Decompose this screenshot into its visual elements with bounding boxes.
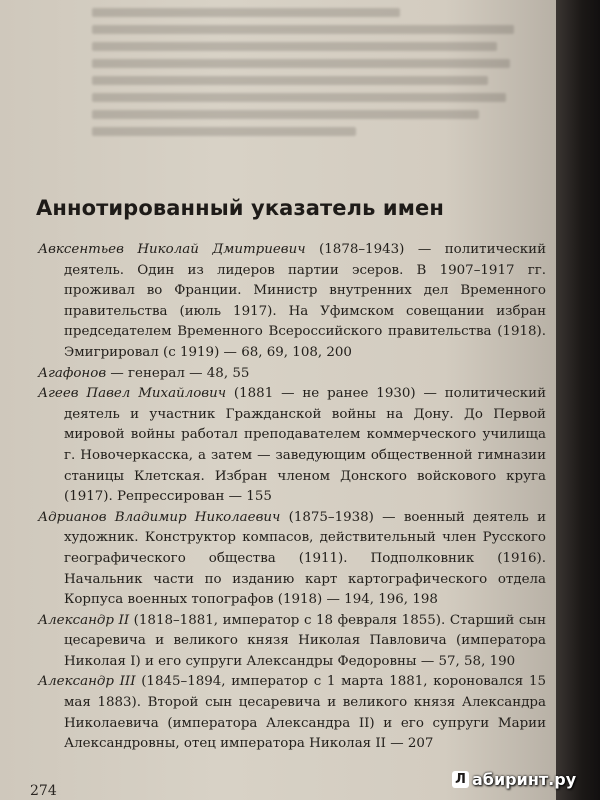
entry-name: Агафонов xyxy=(38,365,107,381)
entry-name: Александр III xyxy=(38,674,136,690)
index-entry xyxy=(38,240,546,364)
watermark-text: абиринт.ру xyxy=(472,770,577,789)
entry-text: — генерал — 48, 55 xyxy=(106,365,250,381)
index-entry xyxy=(38,508,546,611)
book-gutter xyxy=(556,0,600,800)
labirint-watermark xyxy=(452,770,576,789)
index-entry xyxy=(38,364,546,385)
page-number: 274 xyxy=(30,783,57,799)
index-entry xyxy=(38,611,546,673)
entry-name: Александр II xyxy=(38,612,130,628)
entry-text: (1881 — не ранее 1930) — политический деятель и участник Гражданской войны на Дону. До Первой мировой войны работал преподавателем коммерческого училища г. Новочеркасска, а затем — заведующим общественной гимназии станицы Клетская. Избран членом Донского войскового круга (1917). Репрессирован — 155 xyxy=(64,386,546,505)
entry-text: (1818–1881, император с 18 февраля 1855). Старший сын цесаревича и великого князя Николая Павловича (императора Николая I) и его супруги Александры Федоровны — 57, 58, 190 xyxy=(64,612,546,669)
entry-text: (1878–1943) — политический деятель. Один из лидеров партии эсеров. В 1907–1917 гг. проживал во Франции. Министр внутренних дел Временного правительства (июль 1917). На Уфимском совещании избран председателем Временного Всероссийского правительства (1918). Эмигрировал (с 1919) — 68, 69, 108, 200 xyxy=(64,242,546,360)
entry-name: Авксентьев Николай Дмитриевич xyxy=(38,242,306,257)
faded-previous-text xyxy=(92,0,532,170)
index-entries xyxy=(38,240,546,755)
entry-name: Адрианов Владимир Николаевич xyxy=(38,509,281,525)
entry-text: (1875–1938) — военный деятель и художник. Конструктор компасов, действительный член Русского географического общества (1911). Подполковник (1916). Начальник части по изданию карт картографического отдела Корпуса военных топографов (1918) — 194, 196, 198 xyxy=(64,509,546,608)
index-entry xyxy=(38,672,546,754)
index-heading: Аннотированный указатель имен xyxy=(36,196,444,220)
labirint-logo-icon: Л xyxy=(452,771,469,788)
entry-text: (1845–1894, император с 1 марта 1881, короновался 15 мая 1883). Второй сын цесаревича и великого князя Александра Николаевича (императора Александра II) и его супруги Марии Александровны, отец императора Николая II — 207 xyxy=(64,674,546,752)
entry-name: Агеев Павел Михайлович xyxy=(38,386,227,402)
index-entry xyxy=(38,384,546,508)
